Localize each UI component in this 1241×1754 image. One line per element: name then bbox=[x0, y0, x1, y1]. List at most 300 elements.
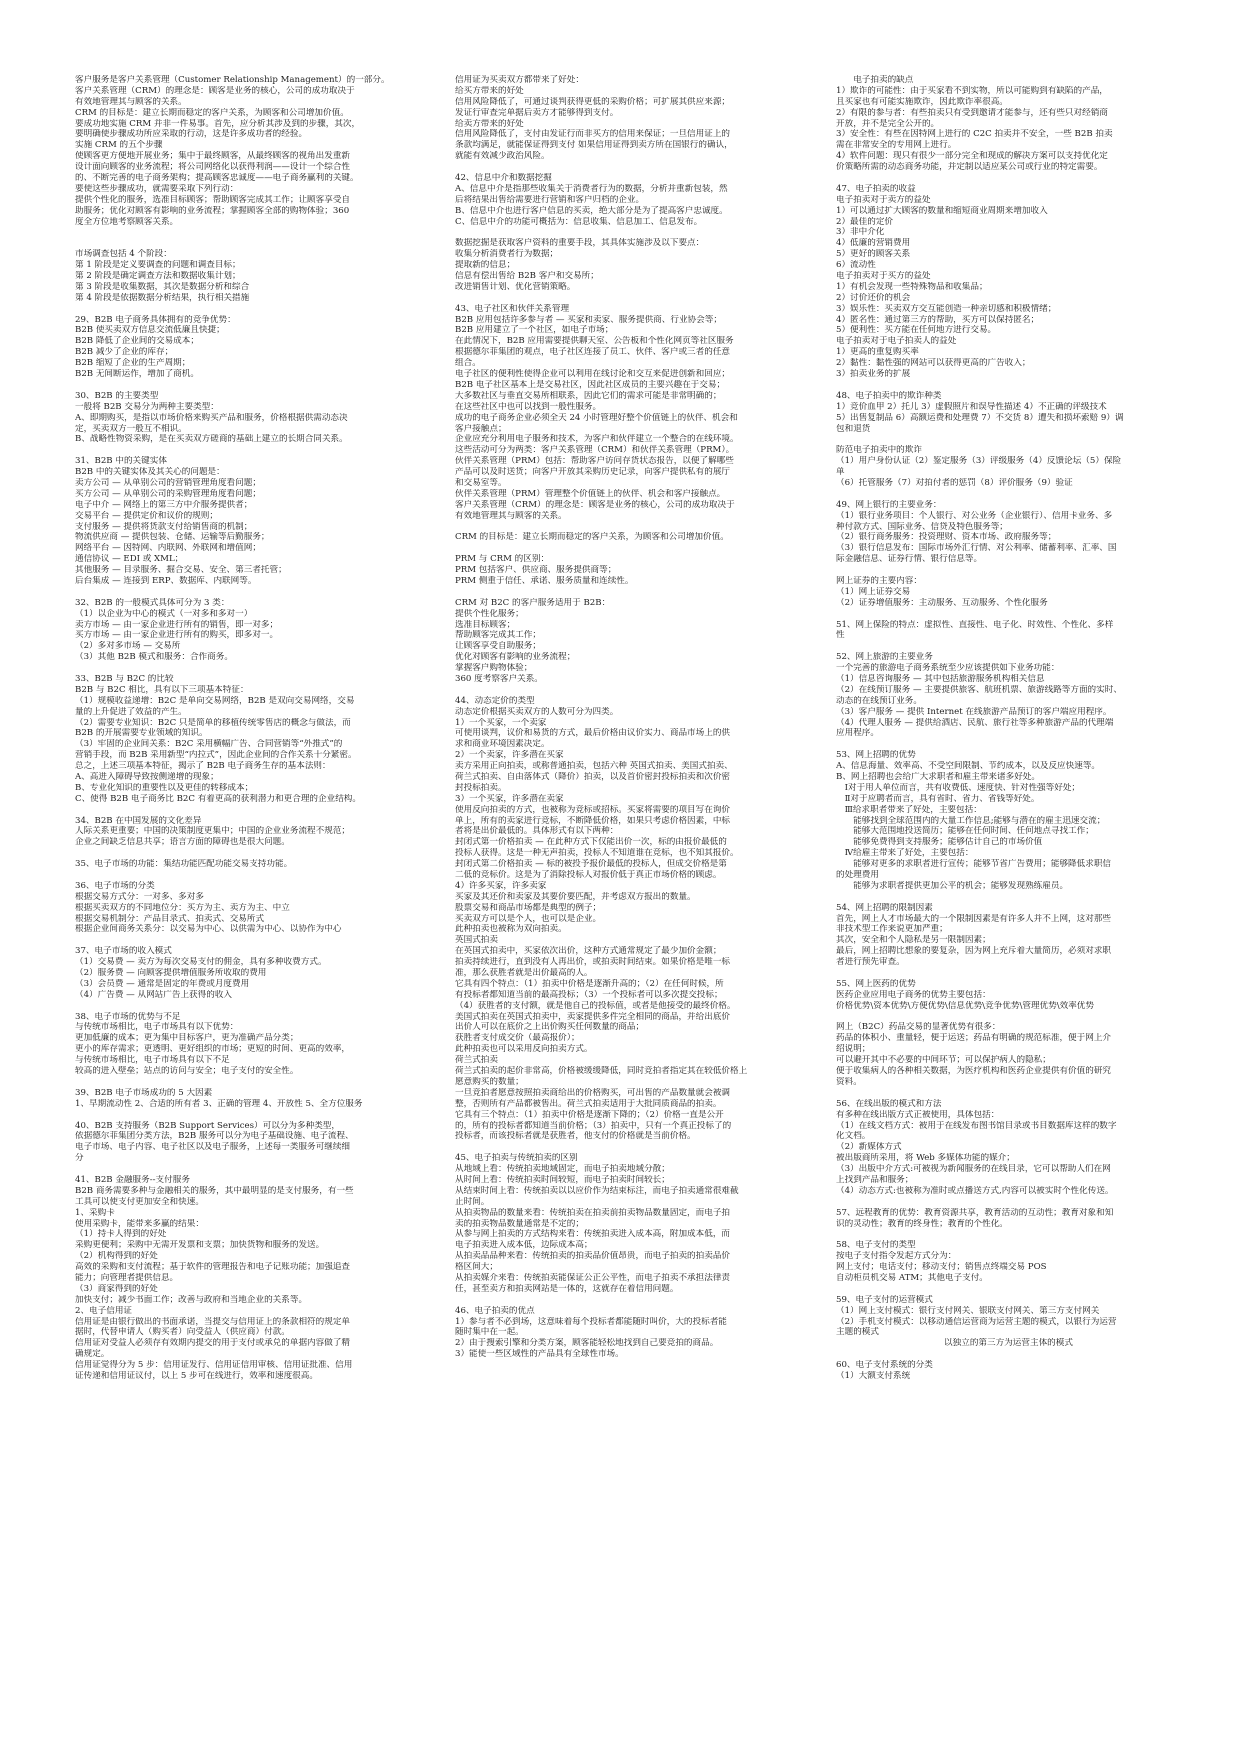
text-line: 际金融信息、证券行情、银行信息等。 bbox=[836, 554, 983, 565]
text-line: 32、B2B 的一般模式具体可分为 3 类： bbox=[75, 597, 230, 608]
text-line: 较高的进入壁垒；站点的访问与安全；电子支付的安全性。 bbox=[75, 1066, 299, 1077]
text-line: 3）非中介化 bbox=[836, 227, 885, 238]
text-line: （1）在线文档方式：被用于在线发布图书馆目录或书目数据库这样的数字 bbox=[836, 1120, 1117, 1131]
text-line: B2B 的开展需要专业领域的知识。 bbox=[75, 728, 208, 739]
text-line: 58、电子支付的类型 bbox=[836, 1240, 916, 1251]
text-line: B2B 使买卖双方信息交流低廉且快捷； bbox=[75, 325, 225, 336]
text-line: 动态的在线预订业务。 bbox=[836, 695, 922, 706]
text-line: （6）托管服务（7）对拍付者的惩罚（8）评价服务（9）验证 bbox=[836, 477, 1073, 488]
text-line: 买方市场 — 由一家企业进行所有的购买，即多对一。 bbox=[75, 630, 279, 641]
text-line: 伙伴关系管理（PRM）包括：帮助客户访问存货状态报告，以便了解哪些 bbox=[455, 456, 734, 467]
text-line: 能够免费得到支持服务；能够估计自己的市场价值 bbox=[836, 837, 1043, 848]
text-line: 根据买卖双方的不同地位分：买方为主、卖方为主、中立 bbox=[75, 902, 290, 913]
text-line: 能够找到全球范围内的大量工作信息;能够与潜在的雇主迅速交流； bbox=[836, 815, 1106, 826]
text-line: （1）以企业为中心的模式（一对多和多对一） bbox=[75, 608, 253, 619]
text-line: 任，甚至卖方和拍卖网站是一体的，这就存在着信用问题。 bbox=[455, 1283, 679, 1294]
text-line: 伙伴关系管理（PRM）管理整个价值链上的伙伴、机会和客户接触点。 bbox=[455, 488, 726, 499]
text-line: CRM 对 B2C 的客户服务适用于 B2B： bbox=[455, 597, 611, 608]
text-line: 按电子支付指令发起方式分为： bbox=[836, 1251, 957, 1262]
text-line: 资料。 bbox=[836, 1076, 862, 1087]
text-line: 4）低廉的营销费用 bbox=[836, 238, 911, 249]
text-line: 53、网上招聘的优势 bbox=[836, 750, 916, 761]
text-line: （2）服务费 — 向顾客提供增值服务所收取的费用 bbox=[75, 968, 267, 979]
text-line: B2B 降低了企业间的交易成本； bbox=[75, 336, 199, 347]
text-line bbox=[836, 380, 1181, 391]
text-line: 3）拍卖业务的扩展 bbox=[836, 369, 911, 380]
text-line: 电子拍卖对于卖方的益处 bbox=[836, 194, 931, 205]
text-line: 企业应充分利用电子服务和技术，为客户和伙伴建立一个整合的在线环境。 bbox=[455, 434, 739, 445]
text-line: 网上支付；电话支付；移动支付；销售点终端交易 POS bbox=[836, 1262, 1047, 1273]
text-line: 5）出售复制品 6）高额运费和处理费 7）不交货 8）遭失和损坏索赔 9）调 bbox=[836, 412, 1124, 423]
text-line: 卖方采用正向拍卖，或称普通拍卖，包括六种 英国式拍卖、美国式拍卖、 bbox=[455, 761, 733, 772]
text-line: （1）银行业务项目：个人银行、对公业务（企业银行）、信用卡业务、多 bbox=[836, 510, 1113, 521]
text-line: 3）一个买家，许多潜在卖家 bbox=[455, 793, 564, 804]
text-line: （1）交易费 — 卖方为每次交易支付的佣金，具有多种收费方式。 bbox=[75, 957, 327, 968]
text-line: 2）一个卖家，许多潜在买家 bbox=[455, 750, 564, 761]
text-line bbox=[836, 565, 1181, 576]
text-line: B2B 与 B2C 相比，具有以下三项基本特征： bbox=[75, 684, 249, 695]
text-line: 单上，所有的卖家进行竞标，不断降低价格，如果只考虑价格因素，中标 bbox=[455, 815, 731, 826]
text-line: 据时，代替申请人（购买者）向受益人（供应商）付款。 bbox=[75, 1327, 290, 1338]
text-line: 其他服务 — 目录服务、掘合交易、安全、第三者托管； bbox=[75, 565, 287, 576]
text-line: 人际关系更重要；中国的决策制度更集中；中国的企业业务流程不规范； bbox=[75, 826, 351, 837]
text-line bbox=[75, 848, 420, 859]
text-line bbox=[75, 805, 420, 816]
text-line bbox=[836, 489, 1181, 500]
text-line: （1）网上证券交易 bbox=[836, 586, 911, 597]
text-line: 38、电子市场的优势与不足 bbox=[75, 1011, 181, 1022]
text-line: 让顾客享受自助服务； bbox=[455, 641, 541, 652]
text-line: （4）动态方式:也被称为准时或点播送方式,内容可以被实时个性化传送。 bbox=[836, 1185, 1114, 1196]
text-line: 根据德尔菲集团的观点，电子社区连接了员工、伙伴、客户或三者的任意 bbox=[455, 347, 731, 358]
text-line: 分 bbox=[75, 1153, 84, 1164]
text-line: （3）牢固的企业间关系：B2C 采用横幅广告、合同营销等“外推式”的 bbox=[75, 739, 343, 750]
text-line bbox=[836, 1088, 1181, 1099]
text-line: 防范电子拍卖中的欺诈 bbox=[836, 445, 922, 456]
text-line bbox=[455, 293, 800, 304]
text-line: 2）最佳的定价 bbox=[836, 216, 894, 227]
text-line: A、信息海量、效率高、不受空间限制、节约成本，以及反应快速等。 bbox=[836, 761, 1101, 772]
text-line: 封闭式第一价格拍卖 — 在此种方式下仅能出价一次，标的由报价最低的 bbox=[455, 837, 727, 848]
text-line: A、即期购买，是指以市场价格来购买产品和服务，价格根据供需动态决 bbox=[75, 412, 348, 423]
text-line: （3）客户服务 — 提供 Internet 在线旅游产品预订的客户端应用程序。 bbox=[836, 706, 1112, 717]
text-line: 获胜者支付成交价（最高报价）； bbox=[455, 1033, 580, 1044]
text-line: 种付款方式、国际业务、信贷及特色服务等； bbox=[836, 521, 1008, 532]
text-line: 第 4 阶段是依据数据分析结果，执行相关措施 bbox=[75, 292, 250, 303]
text-line: 此种拍卖也可以采用反向拍卖方式。 bbox=[455, 1044, 593, 1055]
text-line: （1）持卡人得到的好处 bbox=[75, 1229, 167, 1240]
text-line: A、信息中介是指那些收集关于消费者行为的数据，分析并重新包装，然 bbox=[455, 183, 728, 194]
text-line: 从拍卖物品的数量来看：传统拍卖在拍卖前拍卖物品数量固定，而电子拍 bbox=[455, 1207, 731, 1218]
text-line: 自动柜员机交易 ATM；其他电子支付。 bbox=[836, 1272, 988, 1283]
text-line: 46、电子拍卖的优点 bbox=[455, 1305, 535, 1316]
text-line: 5）更好的顾客关系 bbox=[836, 249, 911, 260]
text-line: 封闭式第二价格拍卖 — 标的被投予报价最低的投标人，但成交价格是第 bbox=[455, 859, 727, 870]
text-line: 客户接触点； bbox=[455, 423, 507, 434]
text-line: 47、电子拍卖的收益 bbox=[836, 183, 916, 194]
text-line: 医药企业应用电子商务的优势主要包括： bbox=[836, 989, 991, 1000]
text-line: 1）可以通过扩大顾客的数量和缩短商业周期来增加收入 bbox=[836, 205, 1048, 216]
text-line: 电子中介 — 网络上的第三方中介服务提供者； bbox=[75, 499, 253, 510]
text-line: 卖的拍卖物品数量通常是不定的； bbox=[455, 1218, 584, 1229]
text-line: 信息有偿出售给 B2B 客户和交易所； bbox=[455, 271, 599, 282]
text-line: 买卖双方可以是个人，也可以是企业。 bbox=[455, 913, 602, 924]
text-line: 卖方市场 — 由一家企业进行所有的销售，即一对多； bbox=[75, 619, 279, 630]
text-line: 能力；向管理者提供信息。 bbox=[75, 1272, 179, 1283]
text-line bbox=[836, 1012, 1181, 1023]
text-line: 市场调查包括 4 个阶段： bbox=[75, 249, 172, 260]
text-line bbox=[836, 1229, 1181, 1240]
text-line: 36、电子市场的分类 bbox=[75, 880, 155, 891]
text-line: 第 1 阶段是定义要调查的问题和调查目标； bbox=[75, 260, 241, 271]
text-line: 根据交易机制分：产品目录式、拍卖式、交易所式 bbox=[75, 913, 265, 924]
text-line: 5）便利性：买方能在任何地方进行交易。 bbox=[836, 325, 997, 336]
text-line: 3）安全性：有些在因特网上进行的 C2C 拍卖并不安全，一些 B2B 拍卖 bbox=[836, 129, 1113, 140]
text-line: 一旦竞拍者愿意按照拍卖商给出的价格购买，可出售的产品数量就会被调 bbox=[455, 1087, 731, 1098]
text-line: 更小的库存需求；更透明、更好组织的市场；更短的时间、更高的效率， bbox=[75, 1044, 351, 1055]
text-line: Ⅲ给求职者带来了好处，主要包括： bbox=[836, 804, 982, 815]
text-line bbox=[75, 304, 420, 315]
text-line: 量的上升促进了效益的产生。 bbox=[75, 706, 187, 717]
text-line: 支付服务 — 提供将货款支付给销售商的机制； bbox=[75, 521, 253, 532]
text-line: 物流供应商 — 提供包装、仓储、运输等后勤服务； bbox=[75, 532, 270, 543]
text-line: 组合。 bbox=[455, 358, 481, 369]
text-line: 与传统市场相比，电子市场具有以下优势： bbox=[75, 1022, 239, 1033]
text-line: 信用风险降低了，支付由发证行而非买方的信用来保证；一旦信用证上的 bbox=[455, 129, 731, 140]
text-line: Ⅱ对于应聘者而言，具有省时、省力、省钱等好处。 bbox=[836, 793, 1040, 804]
text-line: 产品可以及时送货；向客户开放其采购历史记录，向客户提供私有的展厅 bbox=[455, 467, 731, 478]
text-line bbox=[455, 162, 800, 173]
text-line: 要使这些步骤成功，就需要采取下列行动： bbox=[75, 183, 239, 194]
text-line: 电子社区的便利性使得企业可以利用在线讨论和交互来促进创新和回应； bbox=[455, 369, 731, 380]
text-line: 从拍卖品品种来看：传统拍卖的拍卖品价值昂贵，而电子拍卖的拍卖品价 bbox=[455, 1251, 731, 1262]
text-line bbox=[836, 609, 1181, 620]
text-line: 药品的体积小、重量轻，便于运送；药品有明确的规范标准，便于网上介 bbox=[836, 1033, 1112, 1044]
text-line: （2）需要专业知识：B2C 只是简单的移植传统零售店的概念与做法，而 bbox=[75, 717, 351, 728]
text-line: 有效地管理其与顾客的关系。 bbox=[455, 510, 567, 521]
text-line: （1）大额支付系统 bbox=[836, 1370, 911, 1381]
text-line: 信用风险降低了，可通过谈判获得更低的采购价格；可扩展其供应来源； bbox=[455, 96, 731, 107]
text-line: 35、电子市场的功能：集结功能匹配功能交易支持功能。 bbox=[75, 859, 293, 870]
text-line: 荷兰式拍卖的起价非常高，价格被缓缓降低，同时竞拍者指定其在较低价格上 bbox=[455, 1066, 748, 1077]
text-line: CRM 的目标是：建立长期而稳定的客户关系，为顾客和公司增加价值。 bbox=[75, 107, 349, 118]
text-line: （3）会员费 — 通常是固定的年费或月度费用 bbox=[75, 978, 250, 989]
text-line: 使用采购卡，能带来多赢的结果： bbox=[75, 1218, 204, 1229]
text-line: 2）黏性：黏性强的网站可以获得更高的广告收入； bbox=[836, 358, 1031, 369]
text-line: （4）广告费 — 从网站广告上获得的收入 bbox=[75, 989, 233, 1000]
text-line: 网上证券的主要内容： bbox=[836, 575, 922, 586]
text-line: 帮助顾客完成其工作； bbox=[455, 630, 541, 641]
text-line: 一个完善的旅游电子商务系统至少应该提供如下业务功能： bbox=[836, 663, 1060, 674]
text-line: 使用反向拍卖的方式，也被称为竞标或招标。买家将需要的项目写在询价 bbox=[455, 804, 731, 815]
text-line: 条款均满足，就能保证得到支付 如果信用证得到卖方所在国银行的确认， bbox=[455, 140, 733, 151]
text-line bbox=[75, 1110, 420, 1121]
text-line: 51、网上保险的特点：虚拟性、直接性、电子化、时效性、个性化、多样 bbox=[836, 619, 1114, 630]
text-line: （3）银行信息发布：国际市场外汇行情、对公利率、储蓄利率、汇率、国 bbox=[836, 543, 1117, 554]
text-line: 止时间。 bbox=[455, 1196, 490, 1207]
text-line: 需在非常安全的专用网上进行。 bbox=[836, 140, 957, 151]
text-line: 收集分析消费者行为数据； bbox=[455, 249, 559, 260]
text-line: 1、采购卡 bbox=[75, 1207, 115, 1218]
text-line: 第 3 阶段是收集数据，其次是数据分析和综合 bbox=[75, 281, 250, 292]
text-line: 信用证为买卖双方都带来了好处： bbox=[455, 75, 584, 85]
text-line: （4）获胜者的支付额，就是他自己的投标值，或者是他接受的最终价格。 bbox=[455, 1000, 736, 1011]
text-line: 最后，网上招聘比想象的要复杂，因为网上充斥着大量简历，必须对求职 bbox=[836, 946, 1112, 957]
text-line: 者进行预先审查。 bbox=[836, 957, 905, 968]
text-line: 从拍卖媒介来看：传统拍卖能保证公正公平性，而电子拍卖不承担法律责 bbox=[455, 1272, 731, 1283]
text-line: PRM 与 CRM 的区别： bbox=[455, 554, 550, 565]
text-line: 助服务；优化对顾客有影响的业务流程；掌握顾客全部的购物体验；360 bbox=[75, 205, 350, 216]
text-line: 1）有机会发现一些特殊物品和收集品； bbox=[836, 281, 988, 292]
text-line bbox=[836, 434, 1181, 445]
text-line: 从结束时间上看：传统拍卖以以应价作为结束标注，而电子拍卖通常很难截 bbox=[455, 1185, 739, 1196]
text-line: 提供个性化服务； bbox=[455, 608, 524, 619]
text-line: B2B 应用包括许多参与者 — 买家和卖家、服务提供商、行业协会等； bbox=[455, 314, 722, 325]
text-line: 2）有限的参与者：有些拍卖只有受到邀请才能参与，还有些只对经销商 bbox=[836, 107, 1108, 118]
text-line: B2B 应用建立了一个社区，如电子市场； bbox=[455, 325, 614, 336]
text-line: 41、B2B 金融服务--支付服务 bbox=[75, 1174, 190, 1185]
text-line: 55、网上医药的优势 bbox=[836, 978, 916, 989]
text-line: 价格优势\资本优势\方便优势\信息优势\竞争优势\管理优势\效率优势 bbox=[836, 1000, 1094, 1011]
text-line: （2）在线预订服务 — 主要提供旅客、航班机票、旅游线路等方面的实时、 bbox=[836, 684, 1122, 695]
text-line: 加快支付；减少书面工作；改善与政府和当地企业的关系等。 bbox=[75, 1294, 308, 1305]
text-line: 网络平台 — 因特网、内联网、外联网和增值网； bbox=[75, 543, 261, 554]
text-line bbox=[455, 522, 800, 533]
text-line: PRM 包括客户、供应商、服务提供商等； bbox=[455, 565, 617, 576]
text-line: 整，否则所有产品都被售出。荷兰式拍卖适用于大批同质商品的拍卖。 bbox=[455, 1098, 722, 1109]
text-line: 给卖方带来的好处 bbox=[455, 118, 524, 129]
text-line: 后将结果出售给需要进行营销和客户归档的企业。 bbox=[455, 194, 645, 205]
text-line: 且买家也有可能实施欺诈，因此欺诈率很高。 bbox=[836, 96, 1008, 107]
text-line: B2B 减少了企业的库存； bbox=[75, 347, 174, 358]
text-line: （3）商家得到的好处 bbox=[75, 1283, 158, 1294]
text-line: 4）软件问题：现只有很少一部分完全和现成的解决方案可以支持优化定 bbox=[836, 151, 1108, 162]
text-line: 客户服务是客户关系管理（Customer Relationship Management）的一部分。 bbox=[75, 75, 390, 85]
text-line bbox=[836, 968, 1181, 979]
text-line: 企业之间缺乏信息共享；语言方面的障碍也是很大问题。 bbox=[75, 837, 290, 848]
text-line bbox=[75, 1001, 420, 1012]
text-line: 买方公司 — 从单别公司的采购管理角度看问题； bbox=[75, 488, 261, 499]
text-line: 在这些社区中也可以找到一般性服务。 bbox=[455, 401, 602, 412]
text-line: 度全方位地考察顾客关系。 bbox=[75, 216, 179, 227]
text-line: 被出版商所采用，将 Web 多媒体功能的媒介； bbox=[836, 1153, 1015, 1164]
text-line: 30、B2B 的主要类型 bbox=[75, 390, 159, 401]
text-line: 1）一个买家，一个卖家 bbox=[455, 717, 547, 728]
text-line: B、网上招聘也会给广大求职者和雇主带来诸多好处。 bbox=[836, 772, 1040, 782]
text-line: 封投标拍卖。 bbox=[455, 782, 507, 793]
text-line: 有多种在线出版方式正被使用，具体包括： bbox=[836, 1109, 1000, 1120]
text-line: 化文档。 bbox=[836, 1131, 871, 1142]
text-line: 可以避开其中不必要的中间环节；可以保护病人的隐私； bbox=[836, 1055, 1051, 1066]
text-line bbox=[75, 445, 420, 456]
text-line: 电子拍卖的缺点 bbox=[836, 75, 914, 85]
text-line: 交易平台 — 提供定价和议价的规则； bbox=[75, 510, 218, 521]
text-line: 营销手段，而 B2B 采用新型“内拉式”，因此企业间的合作关系十分紧密。 bbox=[75, 750, 357, 761]
text-line: 客户关系管理（CRM）的理念是：顾客是业务的核心，公司的成功取决于 bbox=[455, 499, 735, 510]
text-line: 能够对更多的求职者进行宣传；能够节省广告费用；能够降低求职信 bbox=[836, 859, 1112, 870]
text-line: 出价人可以在底价之上出价购买任何数量的商品； bbox=[455, 1022, 645, 1033]
text-line: 拍卖持续进行，直到没有人再出价，或拍卖时间结束。如果价格是唯一标 bbox=[455, 957, 731, 968]
text-line: 格区间大； bbox=[455, 1262, 498, 1273]
text-line bbox=[75, 935, 420, 946]
text-line bbox=[75, 1077, 420, 1088]
text-line: 优化对顾客有影响的业务流程； bbox=[455, 652, 576, 663]
text-line: 1）竞价血甲 2）托儿 3）虚假照片和误导性描述 4）不正确的评级技术 bbox=[836, 401, 1107, 412]
text-line: （3）其他 B2B 模式和服务：合作商务。 bbox=[75, 652, 233, 663]
text-line: 开放，并不是完全公开的。 bbox=[836, 118, 940, 129]
text-line: 56、在线出版的模式和方法 bbox=[836, 1098, 942, 1109]
text-line: 3）能使一些区域性的产品具有全球性市场。 bbox=[455, 1349, 624, 1360]
text-line: 2）由于搜索引擎和分类方案，顾客能轻松地找到自己要竞拍的商品。 bbox=[455, 1338, 719, 1349]
text-line bbox=[75, 227, 420, 238]
text-line: （1）信息咨询服务 — 其中包括旅游服务机构相关信息 bbox=[836, 673, 1045, 684]
text-line: 1、早期流动性 2、合适的所有者 3、正确的管理 4、开放性 5、全方位服务 bbox=[75, 1098, 363, 1109]
text-line: 确规定。 bbox=[75, 1349, 110, 1360]
text-line: 6）流动性 bbox=[836, 260, 876, 271]
text-line bbox=[836, 1349, 1181, 1360]
text-line: 从时间上看：传统拍卖时间较短，而电子拍卖时间较长； bbox=[455, 1174, 670, 1185]
text-line: 高效的采购和支付流程；基于软件的管理报告和电子记账功能；加强追查 bbox=[75, 1262, 351, 1273]
text-line bbox=[75, 587, 420, 598]
text-line: 48、电子拍卖中的欺诈种类 bbox=[836, 390, 942, 401]
text-line: 卖方公司 — 从单别公司的营销管理角度看问题； bbox=[75, 477, 261, 488]
text-line: 信用证是由银行做出的书面承诺，当提交与信用证上的条款相符的规定单 bbox=[75, 1316, 351, 1327]
text-line: 价策略所需的动态商务功能，并定制以适应某公司或行业的特定需要。 bbox=[836, 162, 1103, 173]
text-line: 和交易室等。 bbox=[455, 477, 507, 488]
text-line: （2）机构得到的好处 bbox=[75, 1251, 158, 1262]
text-line: 34、B2B 在中国发展的文化差异 bbox=[75, 815, 202, 826]
text-line: 工具可以使支付更加安全和快速。 bbox=[75, 1196, 204, 1207]
text-line: 投标者，而该投标者就是获胜者，他支付的价格就是当前价格。 bbox=[455, 1131, 696, 1142]
text-line: 大多数社区与垂直交易所相联系，因此它们的需求可能是非常明确的； bbox=[455, 390, 722, 401]
text-line: 实施 CRM 的五个步骤 bbox=[75, 140, 163, 151]
text-line: 42、信息中介和数据挖掘 bbox=[455, 173, 552, 184]
text-line: 它具有四个特点：（1）拍卖中价格是逐渐升高的；（2）在任何时候，所 bbox=[455, 978, 724, 989]
text-line: 与传统市场相比，电子市场具有以下不足 bbox=[75, 1055, 230, 1066]
text-line: 49、网上银行的主要业务： bbox=[836, 499, 942, 510]
text-line: 单 bbox=[836, 467, 845, 478]
text-line: 信用证觉得分为 5 步：信用证发行、信用证信用审核、信用证批准、信用 bbox=[75, 1360, 353, 1371]
text-line: 设计面向顾客的业务流程；将公司网络化以获得利润——设计一个综合性 bbox=[75, 162, 351, 173]
text-line: 客户关系管理（CRM）的理念是：顾客是业务的核心，公司的成功取决于 bbox=[75, 85, 355, 96]
text-line: 包和退货 bbox=[836, 423, 871, 434]
text-line: PRM 侧重于信任、承诺、服务质量和连续性。 bbox=[455, 575, 634, 586]
text-line: B2B 商务需要多种与金融相关的服务，其中最明显的是支付服务，有一些 bbox=[75, 1185, 354, 1196]
text-line: 52、网上旅游的主要业务 bbox=[836, 652, 933, 663]
text-line: 证传递和信用证议付，以上 5 步可在线进行，效率和速度很高。 bbox=[75, 1370, 318, 1381]
text-line: 选准目标顾客； bbox=[455, 619, 516, 630]
text-line: 电子拍卖对于电子拍卖人的益处 bbox=[836, 336, 957, 347]
text-line: 的，所有的投标者都知道当前价格；（3）拍卖中，只有一个真正投标了的 bbox=[455, 1120, 732, 1131]
text-line: 4）匿名性：通过第三方的帮助，买方可以保持匿名； bbox=[836, 314, 1040, 325]
text-line: B2B 中的关键实体及其关心的问题是： bbox=[75, 467, 225, 478]
text-column-right bbox=[836, 75, 1181, 1382]
text-line: 从参与网上拍卖的方式结构来看：传统拍卖进入成本高，附加成本低，而 bbox=[455, 1229, 731, 1240]
text-line: 31、B2B 中的关键实体 bbox=[75, 456, 167, 467]
text-line bbox=[455, 1142, 800, 1153]
text-line bbox=[455, 685, 800, 696]
text-line: 其次，安全和个人隐私是另一限制因素； bbox=[836, 935, 991, 946]
text-line: 3）娱乐性：买卖双方交互能创造一种亲切感和积极情绪； bbox=[836, 303, 1057, 314]
text-line: 的处理费用 bbox=[836, 870, 879, 881]
text-line: 2）讨价还价的机会 bbox=[836, 292, 911, 303]
text-line: 57、远程教育的优势：教育资源共享，教育活动的互动性；教育对象和知 bbox=[836, 1207, 1114, 1218]
text-column-middle bbox=[455, 75, 800, 1360]
text-line: 29、B2B 电子商务具体拥有的竞争优势： bbox=[75, 314, 236, 325]
text-line: 性 bbox=[836, 630, 845, 641]
text-line: 通信协议 — EDI 或 XML； bbox=[75, 554, 184, 565]
text-line: 采购更便利；采购中无需开发票和支票；加快货物和服务的发送。 bbox=[75, 1240, 325, 1251]
text-line: 更加低廉的成本；更为集中目标客户，更为准确产品分类； bbox=[75, 1033, 299, 1044]
text-line: 59、电子支付的运营模式 bbox=[836, 1294, 933, 1305]
text-line: 44、动态定价的类型 bbox=[455, 695, 535, 706]
text-line: 发证行审查完单据后卖方才能够得到支付。 bbox=[455, 107, 619, 118]
text-line bbox=[836, 173, 1181, 184]
text-line: 电子市场、电子内容、电子社区以及电子服务，上述每一类服务可继续细 bbox=[75, 1142, 351, 1153]
text-line: B、专业化知识的重要性以及更佳的转移成本； bbox=[75, 782, 254, 793]
text-column-left bbox=[75, 75, 420, 1382]
text-line: 要成功地实施 CRM 并非一件易事。首先，应分析其涉及到的步骤，其次， bbox=[75, 118, 361, 129]
text-line: 在此情况下，B2B 应用需要提供聊天室、公告板和个性化网页等社区服务 bbox=[455, 336, 734, 347]
text-line bbox=[75, 663, 420, 674]
text-line: 45、电子拍卖与传统拍卖的区别 bbox=[455, 1153, 578, 1164]
text-line bbox=[455, 543, 800, 554]
text-line: （2）银行商务服务：投资理财、资本市场、政府服务等； bbox=[836, 532, 1057, 543]
text-line: 二低的竞标价。这是为了消除投标人对报价低于真正市场价格的顾虑。 bbox=[455, 870, 722, 881]
text-line: （1）规模收益递增：B2C 是单向交易网络，B2B 是双向交易网络，交易 bbox=[75, 695, 355, 706]
text-line: （2）手机支付模式：以移动通信运营商为运营主题的模式，以银行为运营 bbox=[836, 1316, 1117, 1327]
text-line: 总之，上述三项基本特征，揭示了 B2B 电子商务生存的基本法则： bbox=[75, 761, 331, 772]
text-line: 英国式拍卖 bbox=[455, 935, 498, 946]
text-line: 以独立的第三方为运营主体的模式 bbox=[944, 1338, 1073, 1349]
text-line: 信用证对受益人必须存有效期内提交的用于支付或承兑的单据内容做了精 bbox=[75, 1338, 351, 1349]
text-line: 可使用谈判，议价和易货的方式，最后价格由议价实力、商品市场上的供 bbox=[455, 728, 731, 739]
text-line: 33、B2B 与 B2C 的比较 bbox=[75, 673, 174, 684]
text-line: 40、B2B 支持服务（B2B Support Services）可以分为多种类型， bbox=[75, 1120, 340, 1131]
text-line: 提供个性化的服务，选准目标顾客；帮助顾客完成其工作；让顾客享受自 bbox=[75, 194, 351, 205]
text-line: 第 2 阶段是确定调查方法和数据收集计划； bbox=[75, 271, 241, 282]
text-line: 有投标者都知道当前的最高投标；（3）一个投标者可以多次提交投标； bbox=[455, 989, 723, 1000]
text-line: 根据企业间商务关系分：以交易为中心、以供需为中心、以协作为中心 bbox=[75, 924, 342, 935]
text-line: B、信息中介也进行客户信息的买卖，绝大部分是为了提高客户忠诚度。 bbox=[455, 205, 728, 216]
text-line: （2）多对多市场 — 交易所 bbox=[75, 641, 181, 652]
text-line: 电子拍卖对于买方的益处 bbox=[836, 271, 931, 282]
text-line: 1）欺诈的可能性：由于买家看不到实物，所以可能购到有缺陷的产品， bbox=[836, 85, 1108, 96]
text-line: 者将是出价最低的。具体形式有以下两种： bbox=[455, 826, 619, 837]
text-line: 根据交易方式分：一对多、多对多 bbox=[75, 891, 204, 902]
text-line: 的、不断完善的电子商务架构；提高顾客忠诚度——电子商务赢利的关键。 bbox=[75, 173, 359, 184]
text-line: 电子拍卖进入成本低，边际成本高； bbox=[455, 1240, 593, 1251]
text-line: 掌握客户购物体验； bbox=[455, 663, 533, 674]
text-line: 后台集成 — 连接到 ERP、数据库、内联网等。 bbox=[75, 575, 257, 586]
text-line: 1）更高的重复购买率 bbox=[836, 347, 919, 358]
text-line: 首先，网上人才市场最大的一个限制因素是有许多人并不上网，这对那些 bbox=[836, 913, 1112, 924]
text-line: 360 度考察客户关系。 bbox=[455, 673, 543, 684]
text-line: C、信息中介的功能可概括为：信息收集、信息加工、信息发布。 bbox=[455, 216, 703, 227]
text-line: 数据挖掘是获取客户资料的重要手段，其具体实施涉及以下要点： bbox=[455, 238, 705, 249]
text-line: 4）许多买家，许多卖家 bbox=[455, 880, 547, 891]
text-line: 提取新的信息； bbox=[455, 260, 516, 271]
text-line: 60、电子支付系统的分类 bbox=[836, 1360, 933, 1371]
text-line: CRM 的目标是：建立长期而稳定的客户关系，为顾客和公司增加价值。 bbox=[455, 532, 729, 543]
text-line: 买家及其还价和卖家及其要价要匹配，并考虑双方报出的数量。 bbox=[455, 891, 696, 902]
text-line bbox=[75, 380, 420, 391]
text-line: 能够大范围地投送简历；能够在任何时间、任何地点寻找工作； bbox=[836, 826, 1094, 837]
text-line: 能够为求职者提供更加公平的机会；能够发现熟练雇员。 bbox=[836, 880, 1069, 891]
text-line: 39、B2B 电子市场成功的 5 大因素 bbox=[75, 1087, 213, 1098]
text-line: Ⅳ给雇主带来了好处，主要包括： bbox=[836, 848, 974, 859]
text-line: B2B 电子社区基本上是交易社区，因此社区成员的主要兴趣在于交易； bbox=[455, 379, 726, 390]
